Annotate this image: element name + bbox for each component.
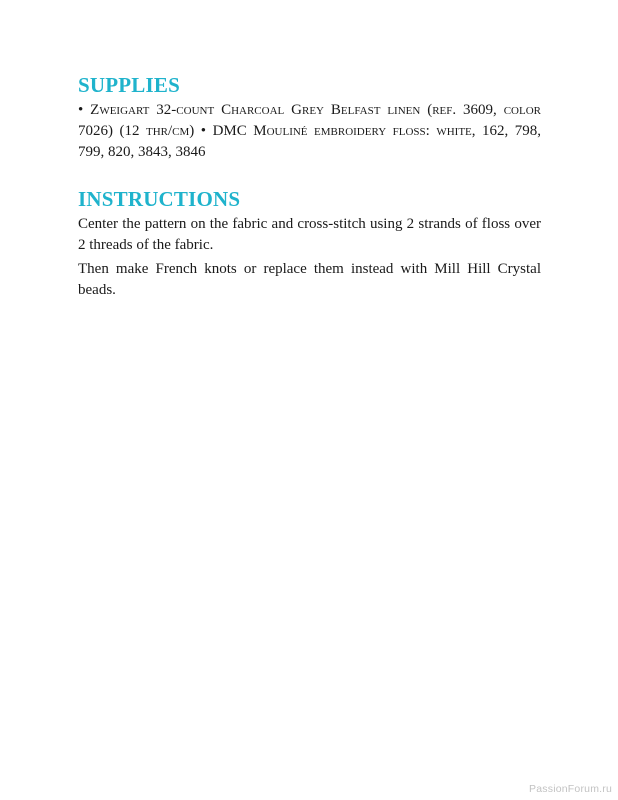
- supplies-bullet-2: •: [200, 123, 207, 139]
- document-page: [78, 70, 541, 301]
- supplies-bullet-1: •: [78, 102, 84, 118]
- instructions-paragraph-2: Then make French knots or replace them instead with Mill Hill Crystal beads.: [78, 261, 541, 298]
- supplies-heading: SUPPLIES: [78, 73, 180, 97]
- supplies-item-linen: Zweigart 32-count Charcoal Grey Belfast linen (ref. 3609, color 7026) (12 thr/cm): [78, 102, 541, 139]
- supplies-item-floss: DMC Mouliné embroidery floss: white, 162, 798, 799, 820, 3843, 3846: [78, 123, 542, 160]
- supplies-list: [78, 100, 541, 163]
- instructions-paragraph-1: Center the pattern on the fabric and cross-stitch using 2 strands of floss over 2 threads of the fabric.: [78, 216, 541, 253]
- instructions-heading: INSTRUCTIONS: [78, 187, 241, 211]
- site-watermark: PassionForum.ru: [529, 783, 612, 795]
